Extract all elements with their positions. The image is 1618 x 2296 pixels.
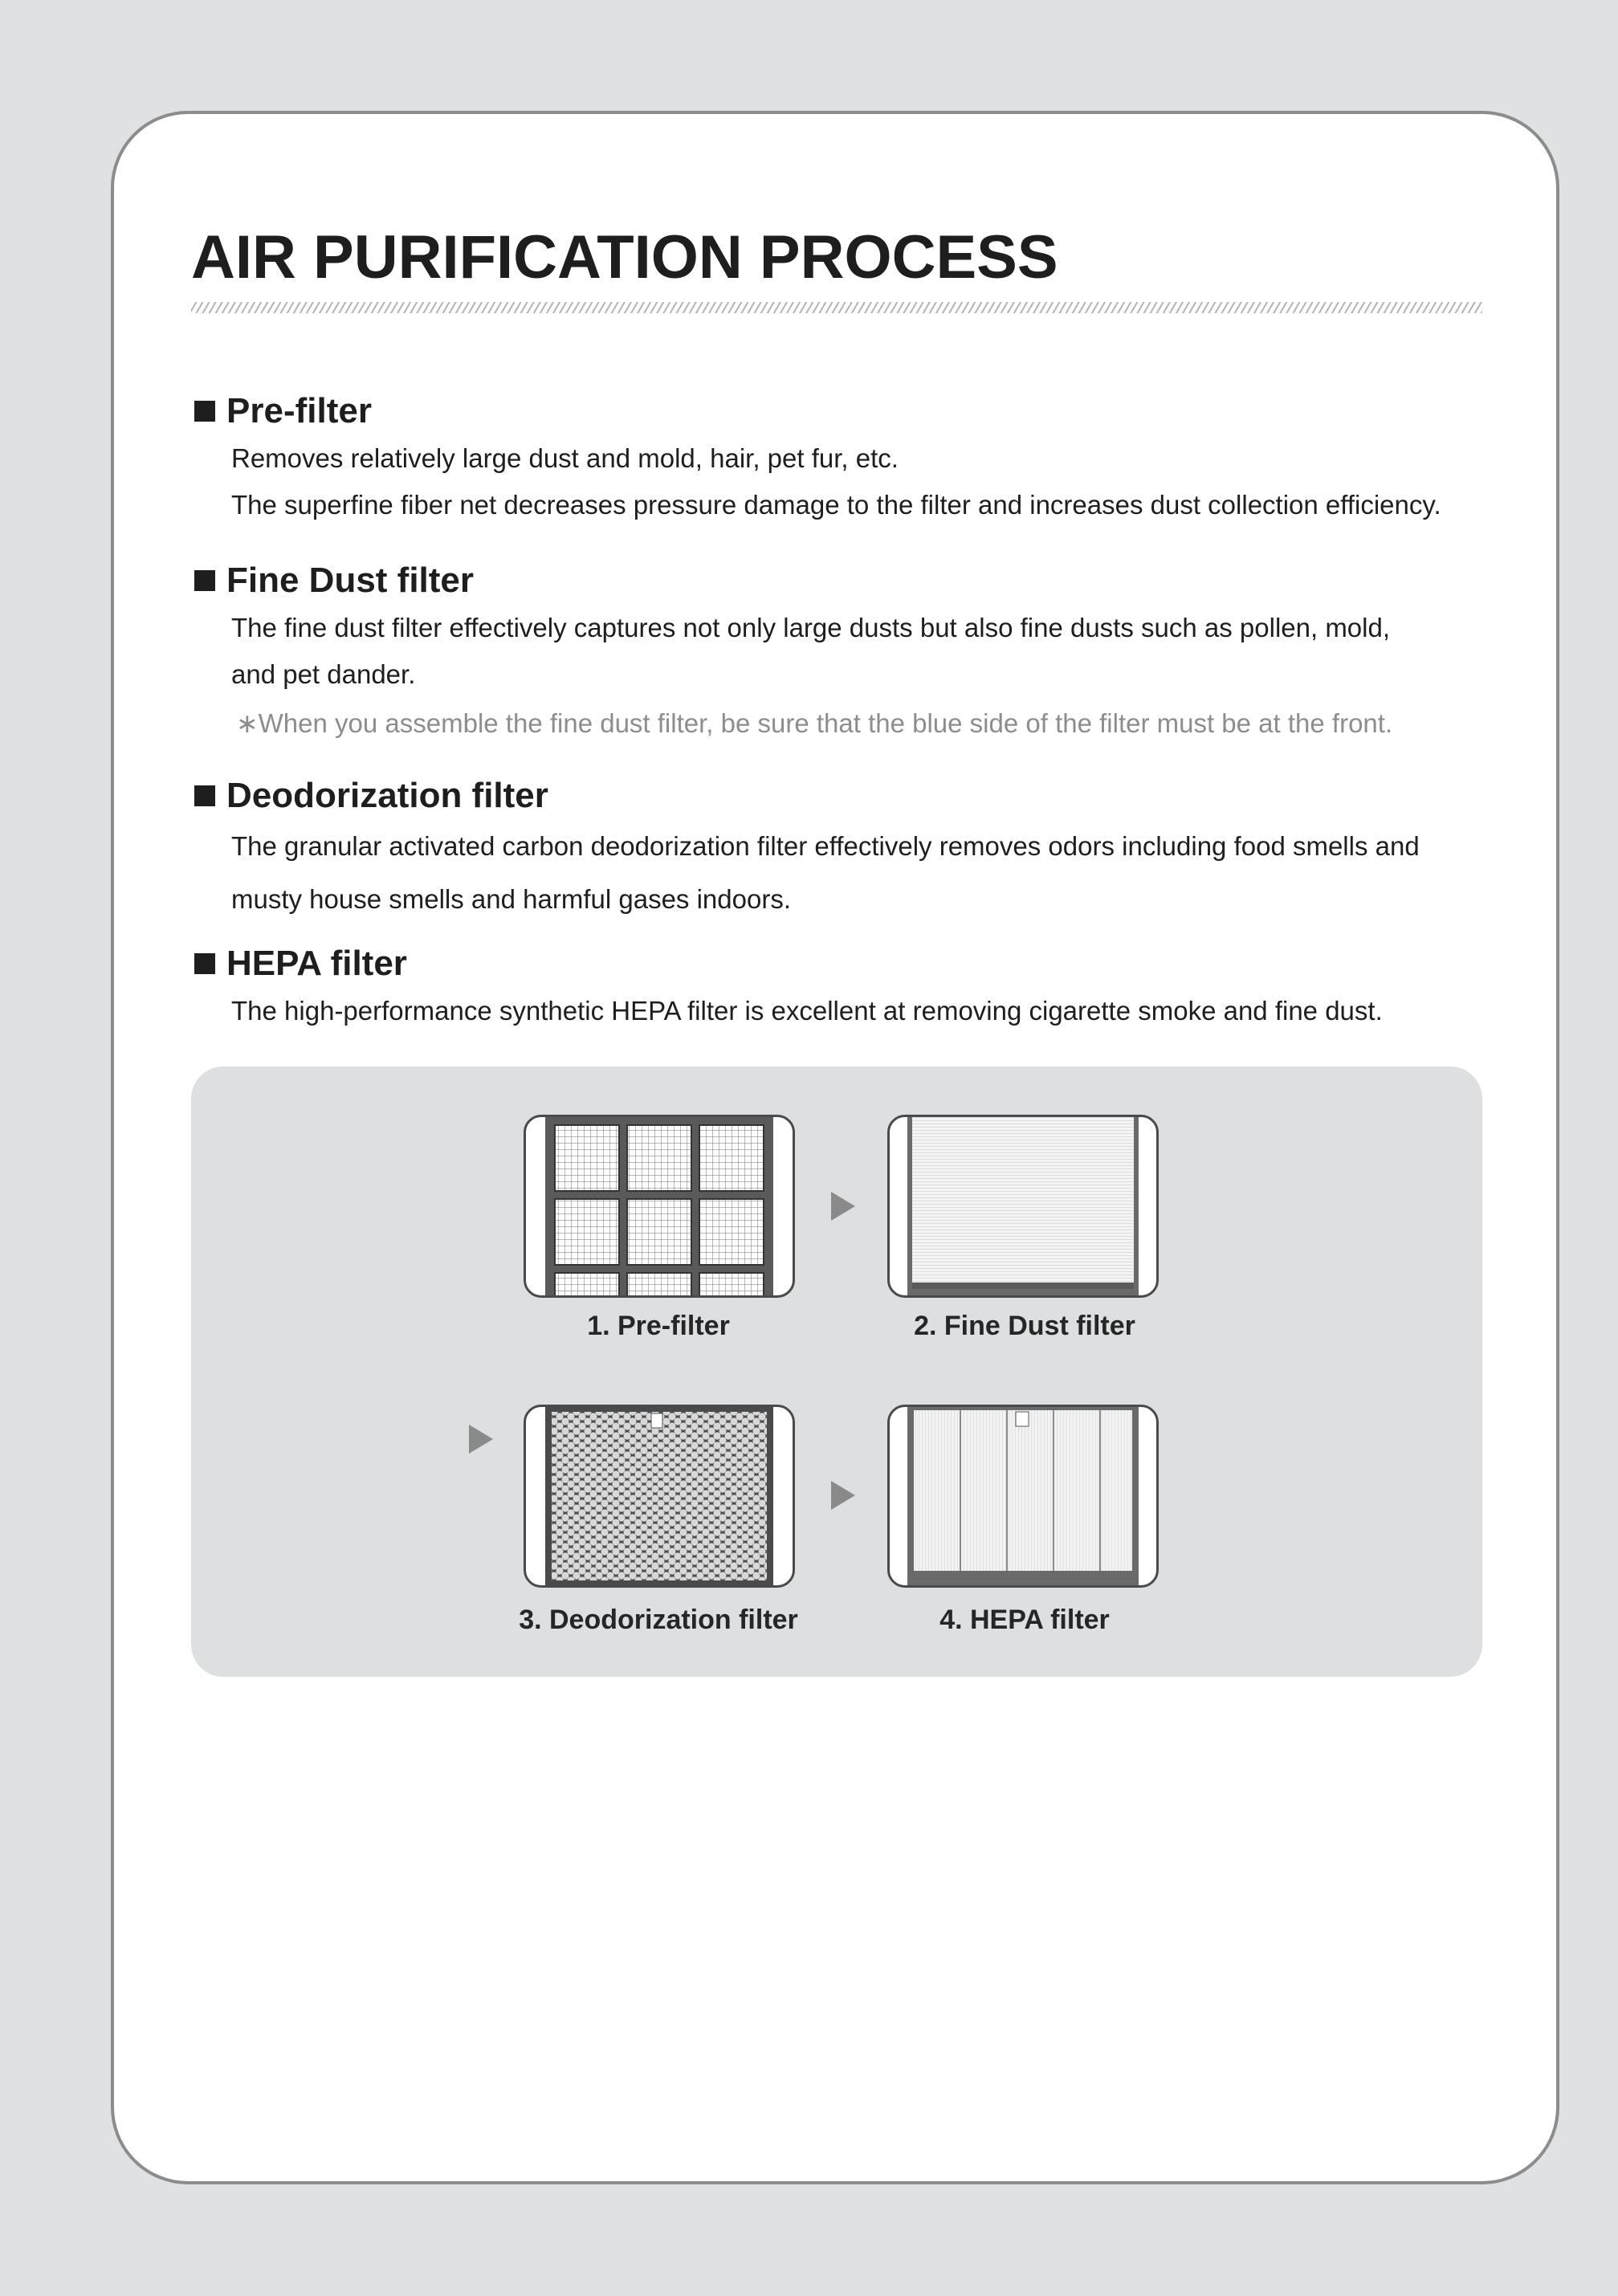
section-text: and pet dander. <box>231 659 416 689</box>
page-title: AIR PURIFICATION PROCESS <box>191 223 1058 292</box>
arrow-right-icon <box>469 1425 493 1454</box>
section-heading: Pre-filter <box>226 391 372 430</box>
section-note: ∗When you assemble the fine dust filter, be sure that the blue side of the filter must be at the front. <box>236 708 1393 738</box>
section-text: Removes relatively large dust and mold, hair, pet fur, etc. <box>231 443 899 473</box>
fine-dust-filter-icon <box>887 1115 1159 1298</box>
arrow-right-icon <box>831 1481 855 1510</box>
deodorization-filter-icon <box>524 1405 795 1588</box>
section-fine-dust-filter <box>194 558 1511 749</box>
section-text: The high-performance synthetic HEPA filter is excellent at removing cigarette smoke and fine dust. <box>231 996 1383 1026</box>
section-text: musty house smells and harmful gases indoors. <box>231 884 791 914</box>
caption-deodorization-filter: 3. Deodorization filter <box>519 1605 798 1635</box>
bullet-square-icon <box>194 570 215 591</box>
arrow-right-icon <box>831 1192 855 1221</box>
caption-fine-dust-filter: 2. Fine Dust filter <box>914 1311 1135 1341</box>
bullet-square-icon <box>194 785 215 806</box>
section-hepa-filter <box>194 941 1511 1034</box>
filter-diagram-panel <box>191 1066 1482 1677</box>
section-heading: HEPA filter <box>226 944 407 983</box>
section-pre-filter <box>194 389 1511 528</box>
caption-pre-filter: 1. Pre-filter <box>587 1311 730 1341</box>
bullet-square-icon <box>194 953 215 974</box>
section-deodorization-filter <box>194 773 1511 926</box>
section-text: The fine dust filter effectively captures not only large dusts but also fine dusts such as pollen, mold, <box>231 613 1391 642</box>
section-text: The granular activated carbon deodorization filter effectively removes odors including food smells and <box>231 831 1420 861</box>
section-heading: Fine Dust filter <box>226 561 475 600</box>
pre-filter-icon <box>524 1115 795 1298</box>
title-divider <box>191 302 1482 313</box>
caption-hepa-filter: 4. HEPA filter <box>939 1605 1110 1635</box>
bullet-square-icon <box>194 401 215 422</box>
section-heading: Deodorization filter <box>226 776 548 815</box>
section-text: The superfine fiber net decreases pressure damage to the filter and increases dust collection efficiency. <box>231 490 1441 520</box>
hepa-filter-icon <box>887 1405 1159 1588</box>
